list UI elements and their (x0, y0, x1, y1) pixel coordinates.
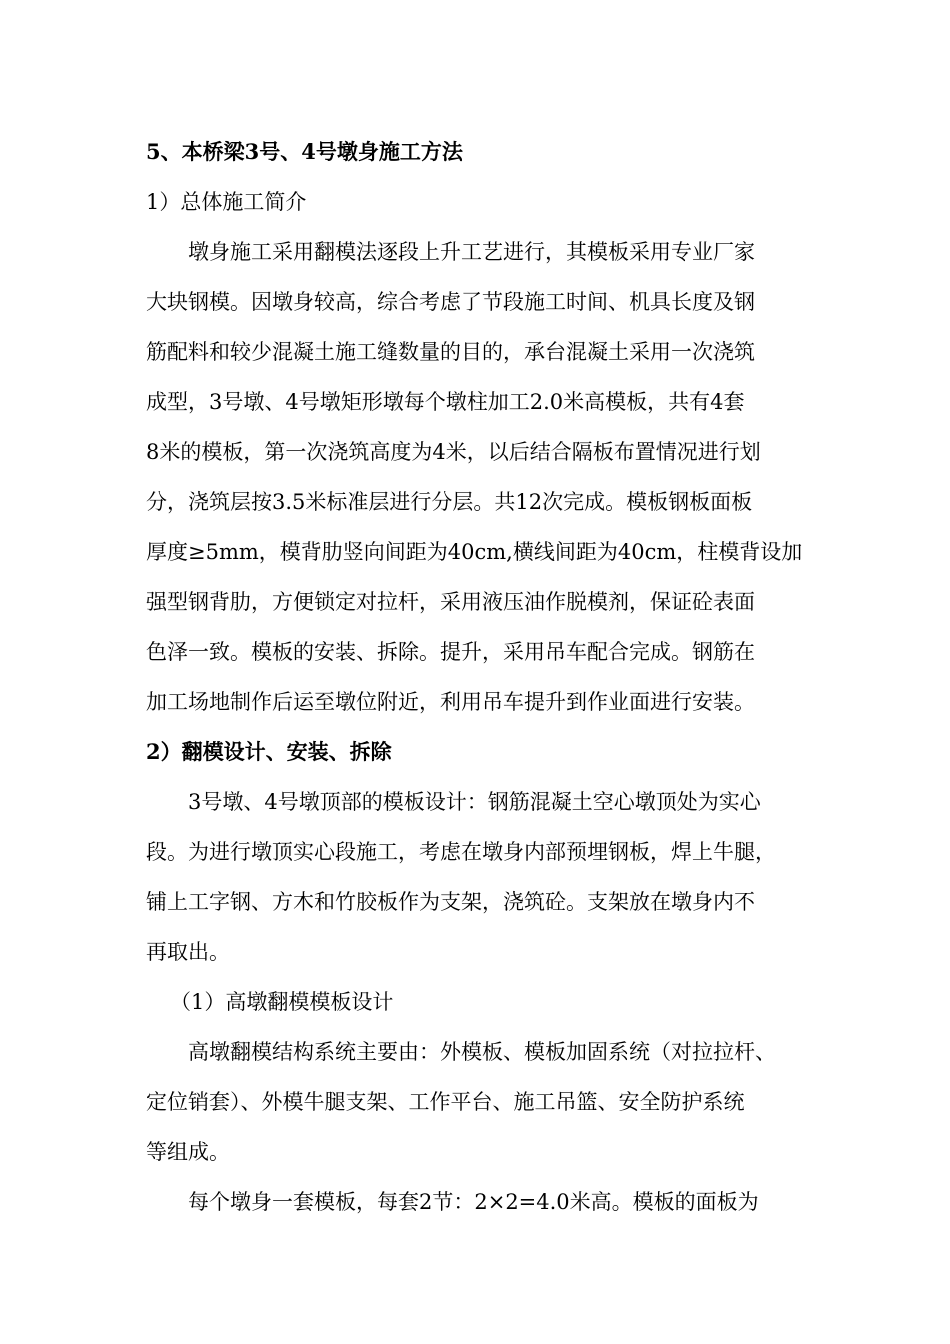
paragraph-line: 段。为进行墩顶实心段施工，考虑在墩身内部预埋钢板，焊上牛腿， (146, 840, 776, 864)
subsection-heading: 2）翻模设计、安装、拆除 (146, 739, 392, 764)
paragraph-line: 每个墩身一套模板，每套2节：2×2=4.0米高。模板的面板为 (188, 1190, 759, 1214)
paragraph-line: 铺上工字钢、方木和竹胶板作为支架，浇筑砼。支架放在墩身内不 (146, 890, 755, 914)
subsection-heading: （1）高墩翻模模板设计 (170, 990, 394, 1014)
paragraph-line: 筋配料和较少混凝土施工缝数量的目的，承台混凝土采用一次浇筑 (146, 340, 755, 364)
paragraph-line: 加工场地制作后运至墩位附近，利用吊车提升到作业面进行安装。 (146, 690, 755, 714)
paragraph-line: 分，浇筑层按3.5米标准层进行分层。共12次完成。模板钢板面板 (146, 490, 753, 514)
paragraph-line: 高墩翻模结构系统主要由：外模板、模板加固系统（对拉拉杆、 (188, 1040, 776, 1064)
paragraph-line: 再取出。 (146, 940, 230, 964)
paragraph-line: 等组成。 (146, 1140, 230, 1164)
paragraph-line: 定位销套）、外模牛腿支架、工作平台、施工吊篮、安全防护系统 (146, 1090, 745, 1114)
paragraph-line: 8米的模板，第一次浇筑高度为4米，以后结合隔板布置情况进行划 (146, 440, 761, 464)
paragraph-line: 墩身施工采用翻模法逐段上升工艺进行，其模板采用专业厂家 (188, 240, 755, 264)
paragraph-line: 强型钢背肋，方便锁定对拉杆，采用液压油作脱模剂，保证砼表面 (146, 590, 755, 614)
paragraph-line: 3号墩、4号墩顶部的模板设计：钢筋混凝土空心墩顶处为实心 (188, 790, 761, 814)
paragraph-line: 厚度≥5mm，模背肋竖向间距为40cm,横线间距为40cm，柱模背设加 (146, 540, 803, 564)
paragraph-line: 色泽一致。模板的安装、拆除。提升，采用吊车配合完成。钢筋在 (146, 640, 755, 664)
subsection-heading: 1）总体施工简介 (146, 190, 307, 214)
paragraph-line: 大块钢模。因墩身较高，综合考虑了节段施工时间、机具长度及钢 (146, 290, 755, 314)
paragraph-line: 成型，3号墩、4号墩矩形墩每个墩柱加工2.0米高模板，共有4套 (146, 390, 745, 414)
section-heading: 5、本桥梁3号、4号墩身施工方法 (146, 139, 463, 164)
